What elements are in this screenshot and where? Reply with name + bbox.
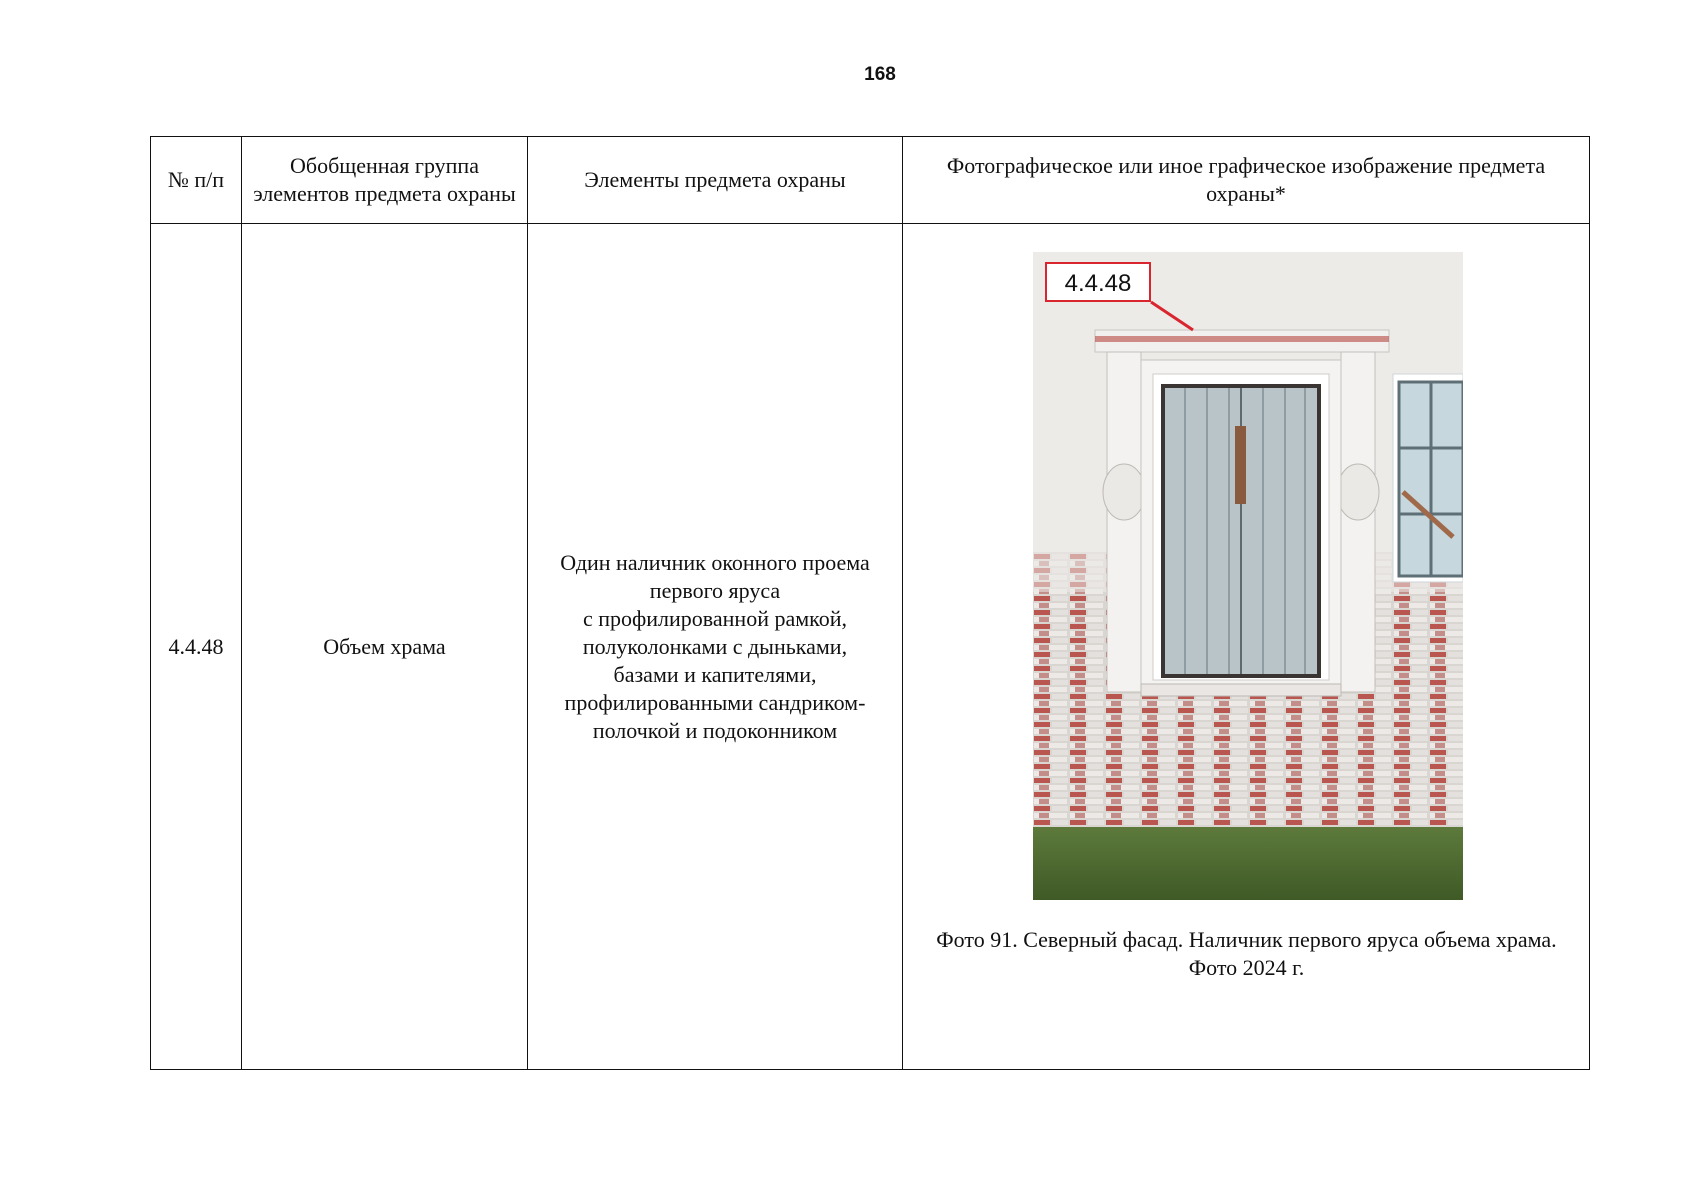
row-image-cell (903, 224, 1590, 1070)
elements-line: Один наличник оконного проема (560, 549, 870, 575)
page-number: 168 (864, 64, 896, 85)
header-group: Обобщенная группа элементов предмета охраны (242, 137, 528, 224)
protection-subject-table (150, 136, 1590, 1070)
caption-line: Фото 2024 г. (1188, 955, 1305, 980)
photo-caption (923, 926, 1570, 982)
row-number: 4.4.48 (151, 224, 242, 1070)
header-image: Фотографическое или иное графическое изображение предмета охраны* (903, 137, 1590, 224)
elements-line: полочкой и подоконником (592, 717, 838, 743)
elements-line: с профилированной рамкой, (582, 605, 848, 631)
header-elements: Элементы предмета охраны (528, 137, 903, 224)
elements-line: профилированными сандриком- (564, 689, 866, 715)
row-elements (528, 224, 903, 1070)
facade-photo (1033, 252, 1463, 900)
window-surround-illustration (1033, 252, 1463, 900)
table-row (151, 224, 1590, 1070)
elements-line: полуколонками с дыньками, (582, 633, 848, 659)
caption-line: Фото 91. Северный фасад. Наличник первого яруса объема храма. (936, 927, 1557, 952)
row-group: Объем храма (242, 224, 528, 1070)
elements-line: первого яруса (649, 577, 781, 603)
photo-callout-label: 4.4.48 (1045, 262, 1151, 302)
header-number: № п/п (151, 137, 242, 224)
table-header-row (151, 137, 1590, 224)
elements-line: базами и капителями, (613, 661, 817, 687)
